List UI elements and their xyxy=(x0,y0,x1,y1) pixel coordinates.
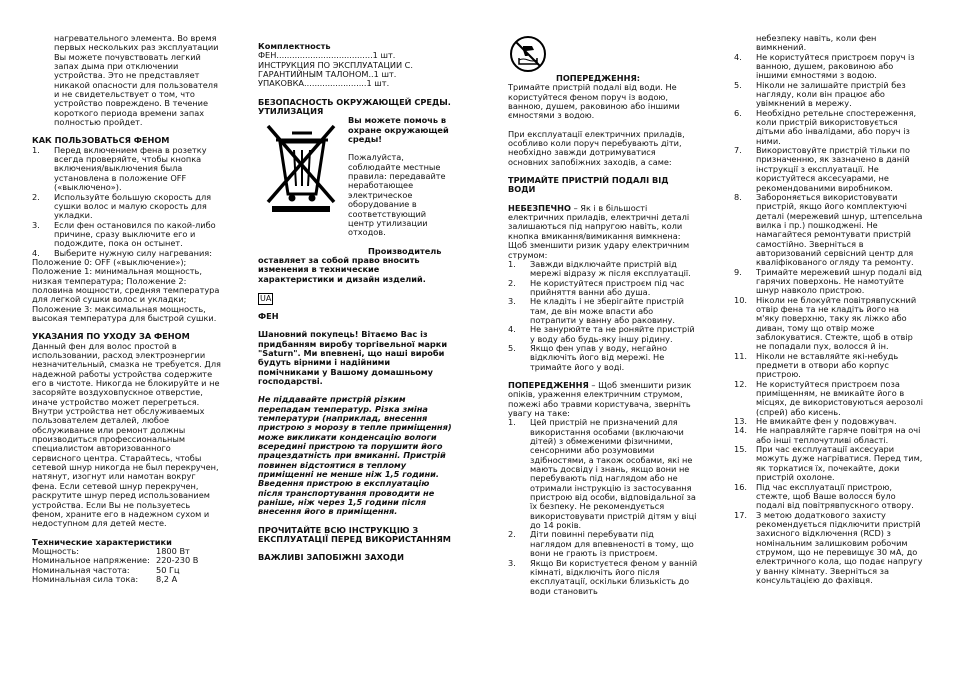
warning-intro: – Щоб зменшити ризик опіків, ураження електричним струмом, пожежі або травми користувача, зверніть увагу на таке: xyxy=(508,379,692,418)
list-item-text: Если фен остановился по какой-либо причине, сразу выключите его и подождите, пока он остынет. xyxy=(54,219,216,249)
list-item xyxy=(734,483,924,511)
list-item-text: Ніколи не вставляйте які-небудь предмети в отвори або корпус пристрою. xyxy=(756,350,899,380)
tech-specs-title: Технические характеристики xyxy=(32,536,172,547)
list-item xyxy=(32,193,222,221)
usage-text: При експлуатації електричних приладів, особливо коли поруч перебувають діти, необхідно завжди дотримуватися основних запобіжних заходів, а саме: xyxy=(508,128,685,167)
list-item-number: 3. xyxy=(508,296,516,307)
list-item-number: 13. xyxy=(734,416,748,427)
kit-list xyxy=(258,51,454,88)
list-item-number: 10. xyxy=(734,294,748,305)
list-item-number: 5. xyxy=(508,342,516,353)
care-title: УКАЗАНИЯ ПО УХОДУ ЗА ФЕНОМ xyxy=(32,331,190,342)
list-item xyxy=(508,260,698,279)
safety-list xyxy=(734,53,924,586)
list-item-number: 11. xyxy=(734,350,748,361)
list-item-number: 2. xyxy=(32,191,40,202)
list-item-text: Используйте большую скорость для сушки волос и малую скорость для укладки. xyxy=(54,191,212,221)
recycle-text: Пожалуйста, соблюдайте местные правила: передавайте неработающее электрическое оборудование в соответствующий центр утилизации отходов. xyxy=(348,152,446,238)
list-item-text: Не користуйтеся пристроєм поза приміщенням, не вмикайте його в місцях, де використовуються аерозолі (спрей) або кисень. xyxy=(756,378,924,417)
list-item-text: Выберите нужную силу нагревания: xyxy=(54,247,212,258)
warning-text: Тримайте пристрій подалі від води. Не користуйтеся феном поруч із водою, ванною, душем, раковиною або іншими ємностями з водою. xyxy=(508,82,680,121)
list-item-text: Якщо Ви користуєтеся феном у ванній кімнаті, відключіть його після експлуатації, оскільки близькість до води становить xyxy=(530,557,698,596)
list-item-text: Завжди відключайте пристрій від мережі відразу ж після експлуатації. xyxy=(530,258,691,279)
list-item-number: 7. xyxy=(734,145,742,156)
keep-away-title: ТРИМАЙТЕ ПРИСТРІЙ ПОДАЛІ ВІД ВОДИ xyxy=(508,175,669,195)
column-2 xyxy=(258,34,454,563)
power-positions: Положение 0: OFF («выключение»); Положение 1: минимальная мощность, низкая температура; Положение 2: половина мощности, средняя температура для легкой сушки волос и укладки; Положение 3: максимальная мощность, высокая температура для быстрой сушки. xyxy=(32,256,220,323)
recycle-callout: Вы можете помочь в охране окружающей среды! xyxy=(348,115,449,145)
list-item xyxy=(508,344,698,372)
eco-title: БЕЗОПАСНОСТЬ ОКРУЖАЮЩЕЙ СРЕДЫ. УТИЛИЗАЦИЯ xyxy=(258,96,451,117)
list-item-number: 4. xyxy=(508,324,516,335)
greeting: Шановний покупець! Вітаємо Вас із придбанням виробу торгівельної марки "Saturn". Ми впевнені, що наші вироби будуть вірними і надійними помічниками у Вашому домашньому господарстві. xyxy=(258,329,448,386)
list-item-number: 4. xyxy=(734,51,742,62)
spec-key: Номинальное напряжение: xyxy=(32,555,150,566)
list-item-number: 3. xyxy=(508,557,516,568)
list-item xyxy=(32,249,222,258)
continued-text: небезпеку навіть, коли фен вимкнений. xyxy=(756,33,877,53)
danger-paragraph xyxy=(508,204,698,260)
recycle-block xyxy=(258,116,454,237)
spec-value: 50 Гц xyxy=(156,564,180,575)
column-4 xyxy=(734,34,924,585)
danger-label: НЕБЕЗПЕЧНО xyxy=(508,202,571,213)
danger-text: – Як і в більшості електричних приладів, електричні деталі залишаються під напругою навіть, коли кнопка вмикання/вимикання вимкнена: Щоб зменшити ризик удару електричним струмом: xyxy=(508,202,690,260)
list-item xyxy=(508,297,698,325)
list-item-text: Тримайте мережевий шнур подалі від гарячих поверхонь. Не намотуйте шнур навколо пристрою. xyxy=(756,266,922,296)
crossed-bin-icon xyxy=(258,116,344,237)
list-item xyxy=(32,221,222,249)
list-item-text: Не користуйтеся пристроєм під час прийняття ванни або душа. xyxy=(530,277,685,297)
list-item-number: 3. xyxy=(32,219,40,230)
list-item xyxy=(734,193,924,268)
list-item xyxy=(734,53,924,81)
list-item-text: Ніколи не залишайте пристрій без нагляду, коли він працює або увімкнений в мережу. xyxy=(756,79,906,109)
list-item xyxy=(734,445,924,482)
list-item xyxy=(734,146,924,193)
list-item-number: 4. xyxy=(32,247,40,258)
list-item-text: З метою додаткового захисту рекомендується підключити пристрій захисного відключення (RCD) з номінальним залишковим робочим струмом, що не перевищує 30 мА, до електричного кола, що подає напругу у ванну кімнату. Зверніться за консультацією до фахівця. xyxy=(756,509,923,585)
heating-note: нагревательного элемента. Во время первых нескольких раз эксплуатации Вы можете почувствовать легкий запах дыма при отключении устройства. Это не представляет никакой опасности для пользователя и не свидетельствует о том, что устройство повреждено. В течение короткого периода времени запах полностью пройдет. xyxy=(54,33,219,128)
spec-value: 220-230 В xyxy=(156,555,199,566)
warning-label: ПОПЕРЕДЖЕННЯ xyxy=(508,379,589,390)
list-item-text: Ніколи не блокуйте повітрявпускний отвір фена та не кладіть його на м'яку поверхню, таку як ліжко або диван, тому що отвір може заблокуватися. Стежте, щоб в отвір не попадали пух, волосся й ін. xyxy=(756,294,917,352)
list-item-text: Не занурюйте та не роняйте пристрій у воду або будь-яку іншу рідину. xyxy=(530,324,695,344)
list-item-number: 9. xyxy=(734,266,742,277)
list-item-number: 2. xyxy=(508,277,516,288)
list-item xyxy=(32,146,222,193)
danger-list xyxy=(508,260,698,372)
care-text: Данный фен для волос простой в использовании, расход электроэнергии незначительный, смазка не требуется. Для надежной работы устройства содержите его в чистоте. Никогда не блокируйте и не засоряйте воздуховпускное отверстие, иначе устройство может перегреться. Внутри устройства нет обслуживаемых пользователем деталей, любое обслуживание или ремонт должны производиться профессиональным специалистом авторизованного сервисного центра. Старайтесь, чтобы сетевой шнур никогда не был перекручен, натянут, изогнут или намотан вокруг фена. Если сетевой шнур перекручен, раскрутите шнур перед использованием устройства. Если Вы не пользуетесь феном, храните его в надежном сухом и недоступном для детей месте. xyxy=(32,340,221,529)
list-item-number: 5. xyxy=(734,79,742,90)
list-item-number: 1. xyxy=(508,258,516,269)
temperature-warning: Не піддавайте пристрій різким перепадам температур. Різка зміна температури (наприклад, внесення пристрою з морозу в тепле приміщення) може викликати конденсацію вологи всередині пристрою та порушити його працездатність при вмиканні. Пристрій повинен відстоятися в теплому приміщенні не менше ніж 1,5 години. Введення пристрою в експлуатацію після транспортування проводити не раніше, ніж через 1,5 години після внесення його в приміщення. xyxy=(258,394,452,517)
list-item-number: 17. xyxy=(734,509,748,520)
how-to-use-list xyxy=(32,146,222,258)
list-item xyxy=(734,109,924,146)
list-item xyxy=(734,380,924,417)
spec-value: 1800 Вт xyxy=(156,545,190,556)
kit-line: УПАКОВКА........................1 шт. xyxy=(258,78,390,89)
list-item xyxy=(508,530,698,558)
list-item xyxy=(508,279,698,298)
kit-line: ИНСТРУКЦИЯ ПО ЭКСПЛУАТАЦИИ С. xyxy=(258,59,413,70)
list-item-text: Під час експлуатації пристрою, стежте, щоб Ваше волосся було подалі від повітрявпускного отвору. xyxy=(756,481,914,511)
list-item-text: Не користуйтеся пристроєм поруч із ванною, душем, раковиною або іншими ємностями з водою. xyxy=(756,51,915,81)
important-safeguards-heading: ВАЖЛИВІ ЗАПОБІЖНІ ЗАХОДИ xyxy=(258,552,404,563)
list-item xyxy=(508,325,698,344)
spec-row xyxy=(32,575,222,584)
list-item-text: Цей пристрій не призначений для використання особами (включаючи дітей) з обмеженими фізичними, сенсорними або розумовими здібностями, а також особами, які не мають досвіду і знань, якщо вони не перебувають під наглядом або не отримали інструкцію із застосування пристрою від особи, відповідальної за їх безпеку. Не рекомендується використовувати пристрій дітям у віці до 14 років. xyxy=(530,417,697,531)
list-item xyxy=(734,296,924,352)
list-item-text: Забороняється використовувати пристрій, якщо його комплектуючі деталі (мережевий шнур, штепсельна вилка і пр.) пошкоджені. Не намагайтеся ремонтувати пристрій самостійно. Зверніться в авторизований сервісний центр для кваліфікованого огляду та ремонту. xyxy=(756,191,923,268)
list-item-text: Якщо фен упав у воду, негайно відключіть його від мережі. Не тримайте його у воді. xyxy=(530,342,667,372)
list-item-text: Не направляйте гаряче повітря на очі або інші теплочутливі області. xyxy=(756,425,921,445)
list-item xyxy=(734,81,924,109)
list-item-number: 8. xyxy=(734,191,742,202)
language-badge-ua: UA xyxy=(260,293,272,303)
how-to-use-title: КАК ПОЛЬЗОВАТЬСЯ ФЕНОМ xyxy=(32,135,170,146)
list-item xyxy=(734,511,924,586)
spec-key: Номинальная частота: xyxy=(32,564,130,575)
tech-specs xyxy=(32,547,222,584)
spec-key: Мощность: xyxy=(32,545,80,556)
list-item-text: Не кладіть і не зберігайте пристрій там, де він може впасти або потрапити у ванну або раковину. xyxy=(530,296,684,325)
list-item xyxy=(734,426,924,445)
list-item-text: Не вмикайте фен у подовжувач. xyxy=(756,416,897,427)
kit-title: Комплектность xyxy=(258,41,331,51)
list-item xyxy=(734,352,924,380)
spec-value: 8,2 А xyxy=(156,573,178,584)
warning-paragraph xyxy=(508,381,698,418)
list-item-number: 16. xyxy=(734,481,748,492)
list-item-number: 6. xyxy=(734,107,742,118)
producer-note: Производитель оставляет за собой право вносить изменения в технические характеристики и дизайн изделий. xyxy=(258,245,442,284)
read-all-heading: ПРОЧИТАЙТЕ ВСЮ ІНСТРУКЦІЮ З ЕКСПЛУАТАЦІЇ ПЕРЕД ВИКОРИСТАННЯМ xyxy=(258,524,451,545)
list-item-text: Перед включением фена в розетку всегда проверяйте, чтобы кнопка включения/выключения была установлена в положение OFF («выключено»). xyxy=(54,144,207,193)
list-item xyxy=(734,268,924,296)
list-item-number: 14. xyxy=(734,425,748,436)
kit-line: ГАРАНТИЙНЫМ ТАЛОНОМ..1 шт. xyxy=(258,69,397,80)
list-item-text: Використовуйте пристрій тільки по призначенню, як зазначено в даній інструкції з експлуатації. Не користуйтеся аксесуарами, не рекомендованими виробником. xyxy=(756,145,910,193)
list-item xyxy=(508,559,698,596)
list-item-number: 12. xyxy=(734,378,748,389)
list-item-number: 1. xyxy=(508,417,516,428)
list-item-number: 1. xyxy=(32,144,40,155)
list-item-number: 15. xyxy=(734,444,748,455)
kit-line: ФЕН.....................................1 шт. xyxy=(258,50,396,61)
warning-header xyxy=(508,34,698,74)
list-item-number: 2. xyxy=(508,529,516,540)
spec-key: Номинальная сила тока: xyxy=(32,573,139,584)
list-item xyxy=(508,418,698,530)
list-item-text: Необхідно ретельне спостереження, коли пристрій використовується дітьми або інвалідами, або поруч із ними. xyxy=(756,107,917,146)
warning-list xyxy=(508,418,698,596)
list-item-text: Діти повинні перебувати під наглядом для впевненості в тому, що вони не грають із пристроєм. xyxy=(530,529,694,559)
column-3 xyxy=(508,34,698,596)
list-item-text: При час експлуатації аксесуари можуть дуже нагріватися. Перед тим, як торкатися їх, почекайте, доки пристрій охолоне. xyxy=(756,444,923,483)
product-title: ФЕН xyxy=(258,310,279,321)
column-1 xyxy=(32,34,222,584)
no-water-icon xyxy=(508,34,548,74)
warning-title: ПОПЕРЕДЖЕННЯ: xyxy=(556,73,641,83)
